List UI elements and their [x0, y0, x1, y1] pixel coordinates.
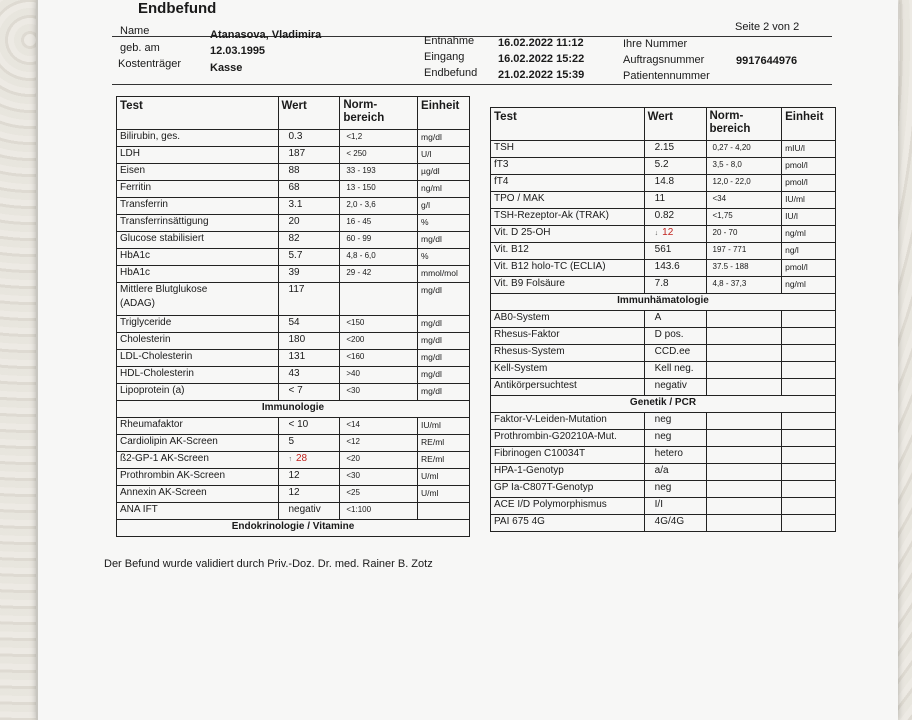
unit-cell: mg/dl	[418, 283, 470, 316]
norm-cell	[706, 481, 782, 498]
test-cell: Ferritin	[117, 181, 279, 198]
table-row	[117, 283, 470, 316]
test-cell: PAI 675 4G	[491, 515, 645, 532]
table-row	[491, 192, 836, 209]
norm-cell: <150	[340, 316, 418, 333]
value-cell: D pos.	[644, 328, 706, 345]
col-header-norm: Norm- bereich	[340, 97, 418, 130]
norm-cell	[340, 283, 418, 316]
test-cell: HPA-1-Genotyp	[491, 464, 645, 481]
page-indicator: Seite 2 von 2	[735, 21, 800, 33]
test-cell: Annexin AK-Screen	[117, 486, 279, 503]
test-cell: Antikörpersuchtest	[491, 379, 645, 396]
unit-cell	[782, 447, 836, 464]
unit-cell: mg/dl	[418, 130, 470, 147]
norm-cell: <14	[340, 418, 418, 435]
order-number: 9917644976	[736, 55, 798, 67]
test-cell: HbA1c	[117, 249, 279, 266]
unit-cell: mmol/mol	[418, 266, 470, 283]
norm-cell	[706, 515, 782, 532]
unit-cell	[782, 498, 836, 515]
unit-cell: U/ml	[418, 469, 470, 486]
date-value-1: 16.02.2022 15:22	[498, 53, 585, 65]
date-label-0: Entnahme	[424, 35, 475, 47]
unit-cell: mIU/l	[782, 141, 836, 158]
table-row	[117, 486, 470, 503]
norm-cell: <34	[706, 192, 782, 209]
norm-cell: < 250	[340, 147, 418, 164]
norm-cell: <25	[340, 486, 418, 503]
test-cell: Prothrombin-G20210A-Mut.	[491, 430, 645, 447]
table-row	[117, 198, 470, 215]
flagged-value: 28	[296, 453, 308, 464]
unit-cell: mg/dl	[418, 367, 470, 384]
name-label: Name	[120, 25, 150, 37]
value-cell: 39	[278, 266, 340, 283]
norm-cell	[706, 498, 782, 515]
table-row	[117, 452, 470, 469]
col-header-value: Wert	[644, 108, 706, 141]
col-header-norm: Norm- bereich	[706, 108, 782, 141]
table-row	[491, 158, 836, 175]
test-cell: Prothrombin AK-Screen	[117, 469, 279, 486]
unit-cell: pmol/l	[782, 260, 836, 277]
section-heading: Endokrinologie / Vitamine	[117, 520, 470, 537]
results-table-left	[116, 96, 470, 537]
norm-cell	[706, 311, 782, 328]
norm-cell: <1,75	[706, 209, 782, 226]
value-cell: 180	[278, 333, 340, 350]
test-cell: Transferrinsättigung	[117, 215, 279, 232]
table-row	[491, 260, 836, 277]
table-row	[117, 418, 470, 435]
test-cell: Vit. B12 holo-TC (ECLIA)	[491, 260, 645, 277]
value-cell: 187	[278, 147, 340, 164]
col-header-test: Test	[117, 97, 279, 130]
table-row	[117, 367, 470, 384]
unit-cell: ng/ml	[782, 277, 836, 294]
norm-cell: <20	[340, 452, 418, 469]
value-cell: neg	[644, 481, 706, 498]
value-cell: 43	[278, 367, 340, 384]
test-cell: Vit. D 25-OH	[491, 226, 645, 243]
value-cell: 0.82	[644, 209, 706, 226]
unit-cell	[782, 362, 836, 379]
unit-cell: mg/dl	[418, 384, 470, 401]
id-label-2: Patientennummer	[623, 70, 710, 82]
norm-cell: 29 - 42	[340, 266, 418, 283]
value-cell: 5.7	[278, 249, 340, 266]
norm-cell	[706, 362, 782, 379]
unit-cell	[782, 481, 836, 498]
test-cell: Glucose stabilisiert	[117, 232, 279, 249]
norm-cell	[706, 328, 782, 345]
test-cell: Triglyceride	[117, 316, 279, 333]
table-row	[491, 311, 836, 328]
value-cell: A	[644, 311, 706, 328]
table-row	[117, 232, 470, 249]
value-cell: neg	[644, 430, 706, 447]
table-row	[117, 215, 470, 232]
value-cell: 131	[278, 350, 340, 367]
section-row	[491, 396, 836, 413]
value-cell: 7.8	[644, 277, 706, 294]
test-cell: GP Ia-C807T-Genotyp	[491, 481, 645, 498]
section-row	[117, 401, 470, 418]
test-cell: Rhesus-System	[491, 345, 645, 362]
table-row	[491, 277, 836, 294]
unit-cell: U/ml	[418, 486, 470, 503]
col-header-unit: Einheit	[418, 97, 470, 130]
date-value-2: 21.02.2022 15:39	[498, 69, 585, 81]
table-row	[491, 209, 836, 226]
test-cell: TSH	[491, 141, 645, 158]
table-row	[491, 175, 836, 192]
section-heading: Immunologie	[117, 401, 470, 418]
unit-cell: pmol/l	[782, 175, 836, 192]
norm-cell	[706, 345, 782, 362]
table-row	[491, 243, 836, 260]
value-cell: 88	[278, 164, 340, 181]
unit-cell: IU/ml	[418, 418, 470, 435]
table-row	[117, 333, 470, 350]
test-cell: TPO / MAK	[491, 192, 645, 209]
validation-footer: Der Befund wurde validiert durch Priv.-Doz. Dr. med. Rainer B. Zotz	[104, 558, 433, 570]
value-cell: negativ	[278, 503, 340, 520]
value-cell: < 10	[278, 418, 340, 435]
date-label-1: Eingang	[424, 51, 465, 63]
unit-cell: µg/dl	[418, 164, 470, 181]
test-cell: Cardiolipin AK-Screen	[117, 435, 279, 452]
col-header-unit: Einheit	[782, 108, 836, 141]
table-row	[491, 345, 836, 362]
table-row	[117, 503, 470, 520]
value-cell: 0.3	[278, 130, 340, 147]
value-cell: 82	[278, 232, 340, 249]
unit-cell: pmol/l	[782, 158, 836, 175]
value-cell: 20	[278, 215, 340, 232]
norm-cell	[706, 447, 782, 464]
value-cell: 68	[278, 181, 340, 198]
table-row	[491, 328, 836, 345]
norm-cell: 0,27 - 4,20	[706, 141, 782, 158]
value-cell: < 7	[278, 384, 340, 401]
table-row	[491, 447, 836, 464]
norm-cell	[706, 430, 782, 447]
id-label-1: Auftragsnummer	[623, 54, 705, 66]
test-cell: Fibrinogen C10034T	[491, 447, 645, 464]
norm-cell	[706, 379, 782, 396]
test-cell: Vit. B12	[491, 243, 645, 260]
section-heading: Genetik / PCR	[491, 396, 836, 413]
test-cell: LDL-Cholesterin	[117, 350, 279, 367]
value-cell: 11	[644, 192, 706, 209]
norm-cell: 33 - 193	[340, 164, 418, 181]
table-row	[117, 249, 470, 266]
unit-cell: mg/dl	[418, 232, 470, 249]
unit-cell: mg/dl	[418, 350, 470, 367]
test-cell: Kell-System	[491, 362, 645, 379]
table-row	[117, 147, 470, 164]
unit-cell	[782, 464, 836, 481]
value-cell: 12	[278, 486, 340, 503]
norm-cell: 16 - 45	[340, 215, 418, 232]
norm-cell: <1:100	[340, 503, 418, 520]
value-cell: 3.1	[278, 198, 340, 215]
table-row	[117, 350, 470, 367]
norm-cell: 20 - 70	[706, 226, 782, 243]
table-row	[491, 362, 836, 379]
test-cell: Transferrin	[117, 198, 279, 215]
norm-cell: 60 - 99	[340, 232, 418, 249]
table-row	[117, 164, 470, 181]
payer-value: Kasse	[210, 62, 243, 74]
value-cell: 5.2	[644, 158, 706, 175]
table-row	[491, 379, 836, 396]
unit-cell: RE/ml	[418, 452, 470, 469]
unit-cell: RE/ml	[418, 435, 470, 452]
date-value-0: 16.02.2022 11:12	[498, 37, 584, 49]
unit-cell: ng/l	[782, 243, 836, 260]
table-row	[117, 435, 470, 452]
table-row	[117, 130, 470, 147]
test-cell: Faktor-V-Leiden-Mutation	[491, 413, 645, 430]
norm-cell: 2,0 - 3,6	[340, 198, 418, 215]
test-cell: Rhesus-Faktor	[491, 328, 645, 345]
unit-cell: IU/l	[782, 209, 836, 226]
unit-cell: %	[418, 215, 470, 232]
unit-cell: mg/dl	[418, 316, 470, 333]
value-cell: 5	[278, 435, 340, 452]
table-row	[117, 469, 470, 486]
table-row	[117, 384, 470, 401]
value-cell: 143.6	[644, 260, 706, 277]
norm-cell: <200	[340, 333, 418, 350]
value-cell: 14.8	[644, 175, 706, 192]
table-row	[117, 181, 470, 198]
table-row	[117, 266, 470, 283]
unit-cell	[782, 379, 836, 396]
flag-arrow-icon: ↓	[654, 230, 659, 237]
table-row	[491, 464, 836, 481]
test-cell: HbA1c	[117, 266, 279, 283]
unit-cell: IU/ml	[782, 192, 836, 209]
norm-cell: 13 - 150	[340, 181, 418, 198]
table-row	[491, 481, 836, 498]
value-cell: a/a	[644, 464, 706, 481]
unit-cell	[782, 430, 836, 447]
id-label-0: Ihre Nummer	[623, 38, 688, 50]
norm-cell: <1,2	[340, 130, 418, 147]
value-cell: CCD.ee	[644, 345, 706, 362]
norm-cell: 37.5 - 188	[706, 260, 782, 277]
value-cell: 4G/4G	[644, 515, 706, 532]
table-row	[491, 515, 836, 532]
section-row	[117, 520, 470, 537]
test-cell: Cholesterin	[117, 333, 279, 350]
value-cell: neg	[644, 413, 706, 430]
unit-cell	[782, 328, 836, 345]
value-cell	[644, 226, 706, 243]
norm-cell: <30	[340, 384, 418, 401]
table-row	[117, 316, 470, 333]
col-header-test: Test	[491, 108, 645, 141]
value-cell: 12	[278, 469, 340, 486]
table-row	[491, 430, 836, 447]
test-cell: AB0-System	[491, 311, 645, 328]
unit-cell: ng/ml	[418, 181, 470, 198]
test-cell: Lipoprotein (a)	[117, 384, 279, 401]
unit-cell: g/l	[418, 198, 470, 215]
test-cell: TSH-Rezeptor-Ak (TRAK)	[491, 209, 645, 226]
payer-label: Kostenträger	[118, 58, 181, 70]
value-cell: 117	[278, 283, 340, 316]
test-cell: ANA IFT	[117, 503, 279, 520]
unit-cell	[782, 413, 836, 430]
header-rule-bottom	[112, 84, 832, 85]
test-cell: fT4	[491, 175, 645, 192]
test-cell: Mittlere Blutglukose (ADAG)	[117, 283, 279, 316]
test-cell: LDH	[117, 147, 279, 164]
table-row	[491, 226, 836, 243]
test-cell: Vit. B9 Folsäure	[491, 277, 645, 294]
flag-arrow-icon: ↑	[288, 456, 292, 463]
unit-cell: %	[418, 249, 470, 266]
test-cell: Rheumafaktor	[117, 418, 279, 435]
unit-cell: mg/dl	[418, 333, 470, 350]
test-cell: Eisen	[117, 164, 279, 181]
norm-cell: 197 - 771	[706, 243, 782, 260]
norm-cell: <12	[340, 435, 418, 452]
value-cell	[278, 452, 340, 469]
unit-cell	[418, 503, 470, 520]
value-cell: negativ	[644, 379, 706, 396]
norm-cell	[706, 464, 782, 481]
norm-cell: >40	[340, 367, 418, 384]
test-cell: HDL-Cholesterin	[117, 367, 279, 384]
document-title: Endbefund	[138, 0, 217, 17]
table-row	[491, 498, 836, 515]
page-edge	[36, 0, 38, 720]
section-heading: Immunhämatologie	[491, 294, 836, 311]
flagged-value: 12	[662, 227, 674, 238]
date-label-2: Endbefund	[424, 67, 478, 79]
norm-cell: 4,8 - 37,3	[706, 277, 782, 294]
value-cell: 561	[644, 243, 706, 260]
value-cell: I/I	[644, 498, 706, 515]
results-table-right	[490, 107, 836, 532]
unit-cell: U/l	[418, 147, 470, 164]
norm-cell: 12,0 - 22,0	[706, 175, 782, 192]
dob-label: geb. am	[120, 42, 160, 54]
section-row	[491, 294, 836, 311]
norm-cell: <160	[340, 350, 418, 367]
value-cell: hetero	[644, 447, 706, 464]
value-cell: 2.15	[644, 141, 706, 158]
unit-cell	[782, 515, 836, 532]
unit-cell	[782, 345, 836, 362]
patient-name: Atanasova, Vladimira	[210, 29, 322, 41]
col-header-value: Wert	[278, 97, 340, 130]
value-cell: Kell neg.	[644, 362, 706, 379]
norm-cell: 4,8 - 6,0	[340, 249, 418, 266]
test-cell: fT3	[491, 158, 645, 175]
unit-cell: ng/ml	[782, 226, 836, 243]
unit-cell	[782, 311, 836, 328]
value-cell: 54	[278, 316, 340, 333]
norm-cell: 3,5 - 8,0	[706, 158, 782, 175]
table-row	[491, 141, 836, 158]
test-cell: ACE I/D Polymorphismus	[491, 498, 645, 515]
table-row	[491, 413, 836, 430]
norm-cell: <30	[340, 469, 418, 486]
patient-dob: 12.03.1995	[210, 45, 266, 57]
test-cell: Bilirubin, ges.	[117, 130, 279, 147]
test-cell: ß2-GP-1 AK-Screen	[117, 452, 279, 469]
norm-cell	[706, 413, 782, 430]
